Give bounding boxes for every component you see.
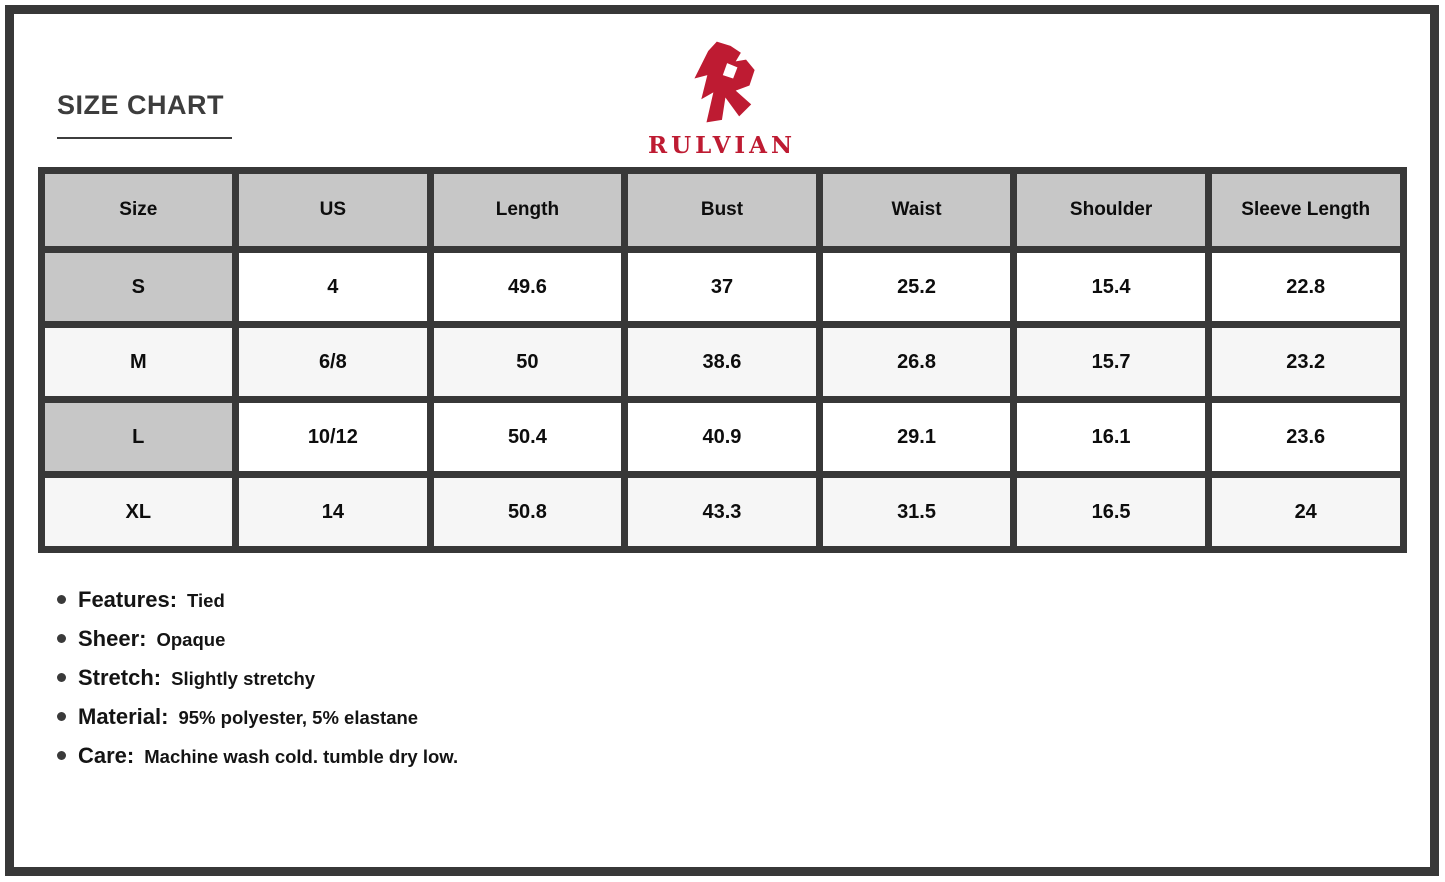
table-cell: 29.1 bbox=[823, 403, 1011, 471]
column-header: Bust bbox=[628, 174, 816, 246]
bullet-icon bbox=[57, 751, 66, 760]
column-header: Waist bbox=[823, 174, 1011, 246]
table-cell: 49.6 bbox=[434, 253, 622, 321]
size-table-header-row bbox=[45, 174, 1400, 246]
size-cell: L bbox=[45, 403, 233, 471]
table-cell: 15.7 bbox=[1017, 328, 1205, 396]
size-chart-sheet bbox=[5, 5, 1439, 876]
size-cell: S bbox=[45, 253, 233, 321]
table-cell: 50.8 bbox=[434, 478, 622, 546]
column-header: Size bbox=[45, 174, 233, 246]
table-cell: 16.1 bbox=[1017, 403, 1205, 471]
detail-item bbox=[57, 704, 1430, 730]
table-cell: 4 bbox=[239, 253, 427, 321]
detail-value: 95% polyester, 5% elastane bbox=[178, 707, 419, 728]
table-cell: 15.4 bbox=[1017, 253, 1205, 321]
detail-label: Stretch: bbox=[78, 665, 162, 690]
table-cell: 25.2 bbox=[823, 253, 1011, 321]
column-header: US bbox=[239, 174, 427, 246]
table-cell: 24 bbox=[1212, 478, 1400, 546]
size-cell: M bbox=[45, 328, 233, 396]
table-cell: 26.8 bbox=[823, 328, 1011, 396]
detail-item bbox=[57, 665, 1430, 691]
table-cell: 38.6 bbox=[628, 328, 816, 396]
table-row bbox=[45, 403, 1400, 471]
column-header: Sleeve Length bbox=[1212, 174, 1400, 246]
table-cell: 43.3 bbox=[628, 478, 816, 546]
table-row bbox=[45, 478, 1400, 546]
table-cell: 16.5 bbox=[1017, 478, 1205, 546]
table-row bbox=[45, 328, 1400, 396]
table-cell: 23.2 bbox=[1212, 328, 1400, 396]
column-header: Shoulder bbox=[1017, 174, 1205, 246]
title-block bbox=[57, 90, 232, 139]
detail-value: Opaque bbox=[156, 629, 226, 650]
title-underline bbox=[57, 137, 232, 139]
detail-item bbox=[57, 626, 1430, 652]
header bbox=[14, 14, 1430, 167]
detail-label: Care: bbox=[78, 743, 135, 768]
detail-label: Sheer: bbox=[78, 626, 147, 651]
detail-value: Machine wash cold. tumble dry low. bbox=[144, 746, 459, 767]
table-cell: 14 bbox=[239, 478, 427, 546]
table-row bbox=[45, 253, 1400, 321]
brand-logo-block bbox=[648, 36, 796, 159]
detail-item bbox=[57, 743, 1430, 769]
table-cell: 37 bbox=[628, 253, 816, 321]
detail-value: Slightly stretchy bbox=[171, 668, 316, 689]
bullet-icon bbox=[57, 712, 66, 721]
detail-item bbox=[57, 587, 1430, 613]
bullet-icon bbox=[57, 595, 66, 604]
table-cell: 10/12 bbox=[239, 403, 427, 471]
detail-value: Tied bbox=[187, 590, 225, 611]
table-cell: 22.8 bbox=[1212, 253, 1400, 321]
table-cell: 6/8 bbox=[239, 328, 427, 396]
detail-label: Features: bbox=[78, 587, 178, 612]
rulvian-logo-icon bbox=[679, 36, 765, 128]
table-cell: 23.6 bbox=[1212, 403, 1400, 471]
table-cell: 40.9 bbox=[628, 403, 816, 471]
brand-name: RULVIAN bbox=[647, 132, 797, 159]
details-list bbox=[57, 587, 1430, 769]
column-header: Length bbox=[434, 174, 622, 246]
table-cell: 31.5 bbox=[823, 478, 1011, 546]
size-table bbox=[38, 167, 1407, 553]
bullet-icon bbox=[57, 634, 66, 643]
bullet-icon bbox=[57, 673, 66, 682]
detail-label: Material: bbox=[78, 704, 169, 729]
table-cell: 50.4 bbox=[434, 403, 622, 471]
table-cell: 50 bbox=[434, 328, 622, 396]
size-cell: XL bbox=[45, 478, 233, 546]
page-title: SIZE CHART bbox=[57, 90, 224, 120]
